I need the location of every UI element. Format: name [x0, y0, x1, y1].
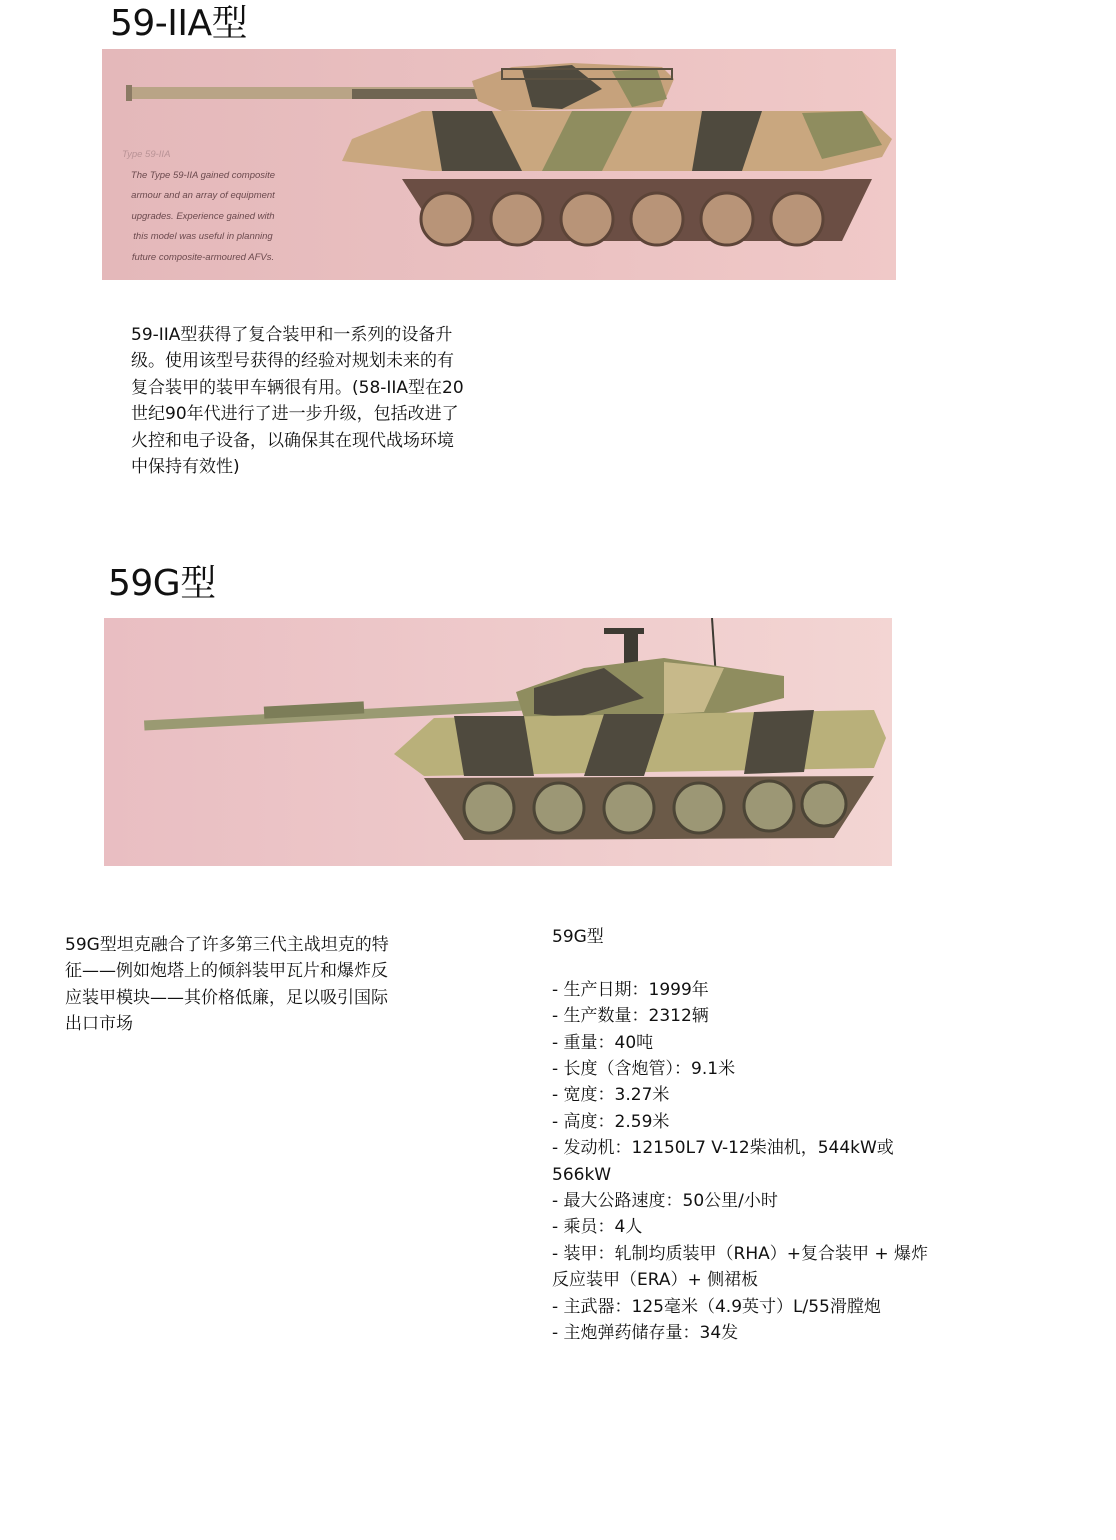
spec-crew: - 乘员：4人: [552, 1217, 643, 1238]
spec-production-count: - 生产数量：2312辆: [552, 1006, 709, 1027]
section1-title: 59-IIA型: [110, 3, 248, 44]
spec-height: - 高度：2.59米: [552, 1111, 670, 1132]
section2-paragraph: 59G型坦克融合了许多第三代主战坦克的特 征——例如炮塔上的倾斜装甲瓦片和爆炸反 应装甲模块——其价格低廉，足以吸引国际 出口市场: [65, 935, 389, 1035]
spec-ammunition: - 主炮弹药储存量：34发: [552, 1323, 739, 1344]
type-59-iia-photo: [102, 49, 896, 280]
spec-max-speed: - 最大公路速度：50公里/小时: [552, 1191, 778, 1212]
section2-title: 59G型: [108, 563, 216, 604]
photo-caption-line: upgrades. Experience gained with: [131, 210, 275, 222]
spec-length: - 长度（含炮管）：9.1米: [552, 1059, 736, 1080]
type-59g-photo: [104, 618, 892, 866]
photo-caption-line: this model was useful in planning: [133, 231, 273, 242]
photo-caption: [108, 145, 298, 268]
photo-caption-line: future composite-armoured AFVs.: [131, 251, 275, 263]
spec-width: - 宽度：3.27米: [552, 1085, 670, 1106]
photo-caption-line: armour and an array of equipment: [131, 190, 275, 201]
spec-armour: - 装甲：轧制均质装甲（RHA）+复合装甲 + 爆炸反应装甲（ERA）+ 侧裙板: [552, 1243, 929, 1291]
spec-weight: - 重量：40吨: [552, 1032, 654, 1053]
spec-heading: 59G型: [552, 927, 604, 947]
spec-production-date: - 生产日期：1999年: [552, 979, 709, 1000]
spec-main-gun: - 主武器：125毫米（4.9英寸）L/55滑膛炮: [552, 1296, 881, 1317]
tank-59g-illustration: [104, 618, 892, 866]
section1-paragraph: 59-IIA型获得了复合装甲和一系列的设备升 级。使用该型号获得的经验对规划未来的有 复合装甲的装甲车辆很有用。(58-IIA型在20 世纪90年代进行了进一步升级，包括改进了 火控和电子设备，以确保其在现代战场环境 中保持有效性): [131, 325, 464, 478]
photo-caption-line: The Type 59-IIA gained composite: [130, 169, 276, 181]
spec-list: [552, 924, 932, 1346]
photo-caption-heading: Type 59-IIA: [122, 149, 171, 160]
spec-engine: - 发动机：12150L7 V-12柴油机，544kW或566kW: [552, 1138, 894, 1185]
